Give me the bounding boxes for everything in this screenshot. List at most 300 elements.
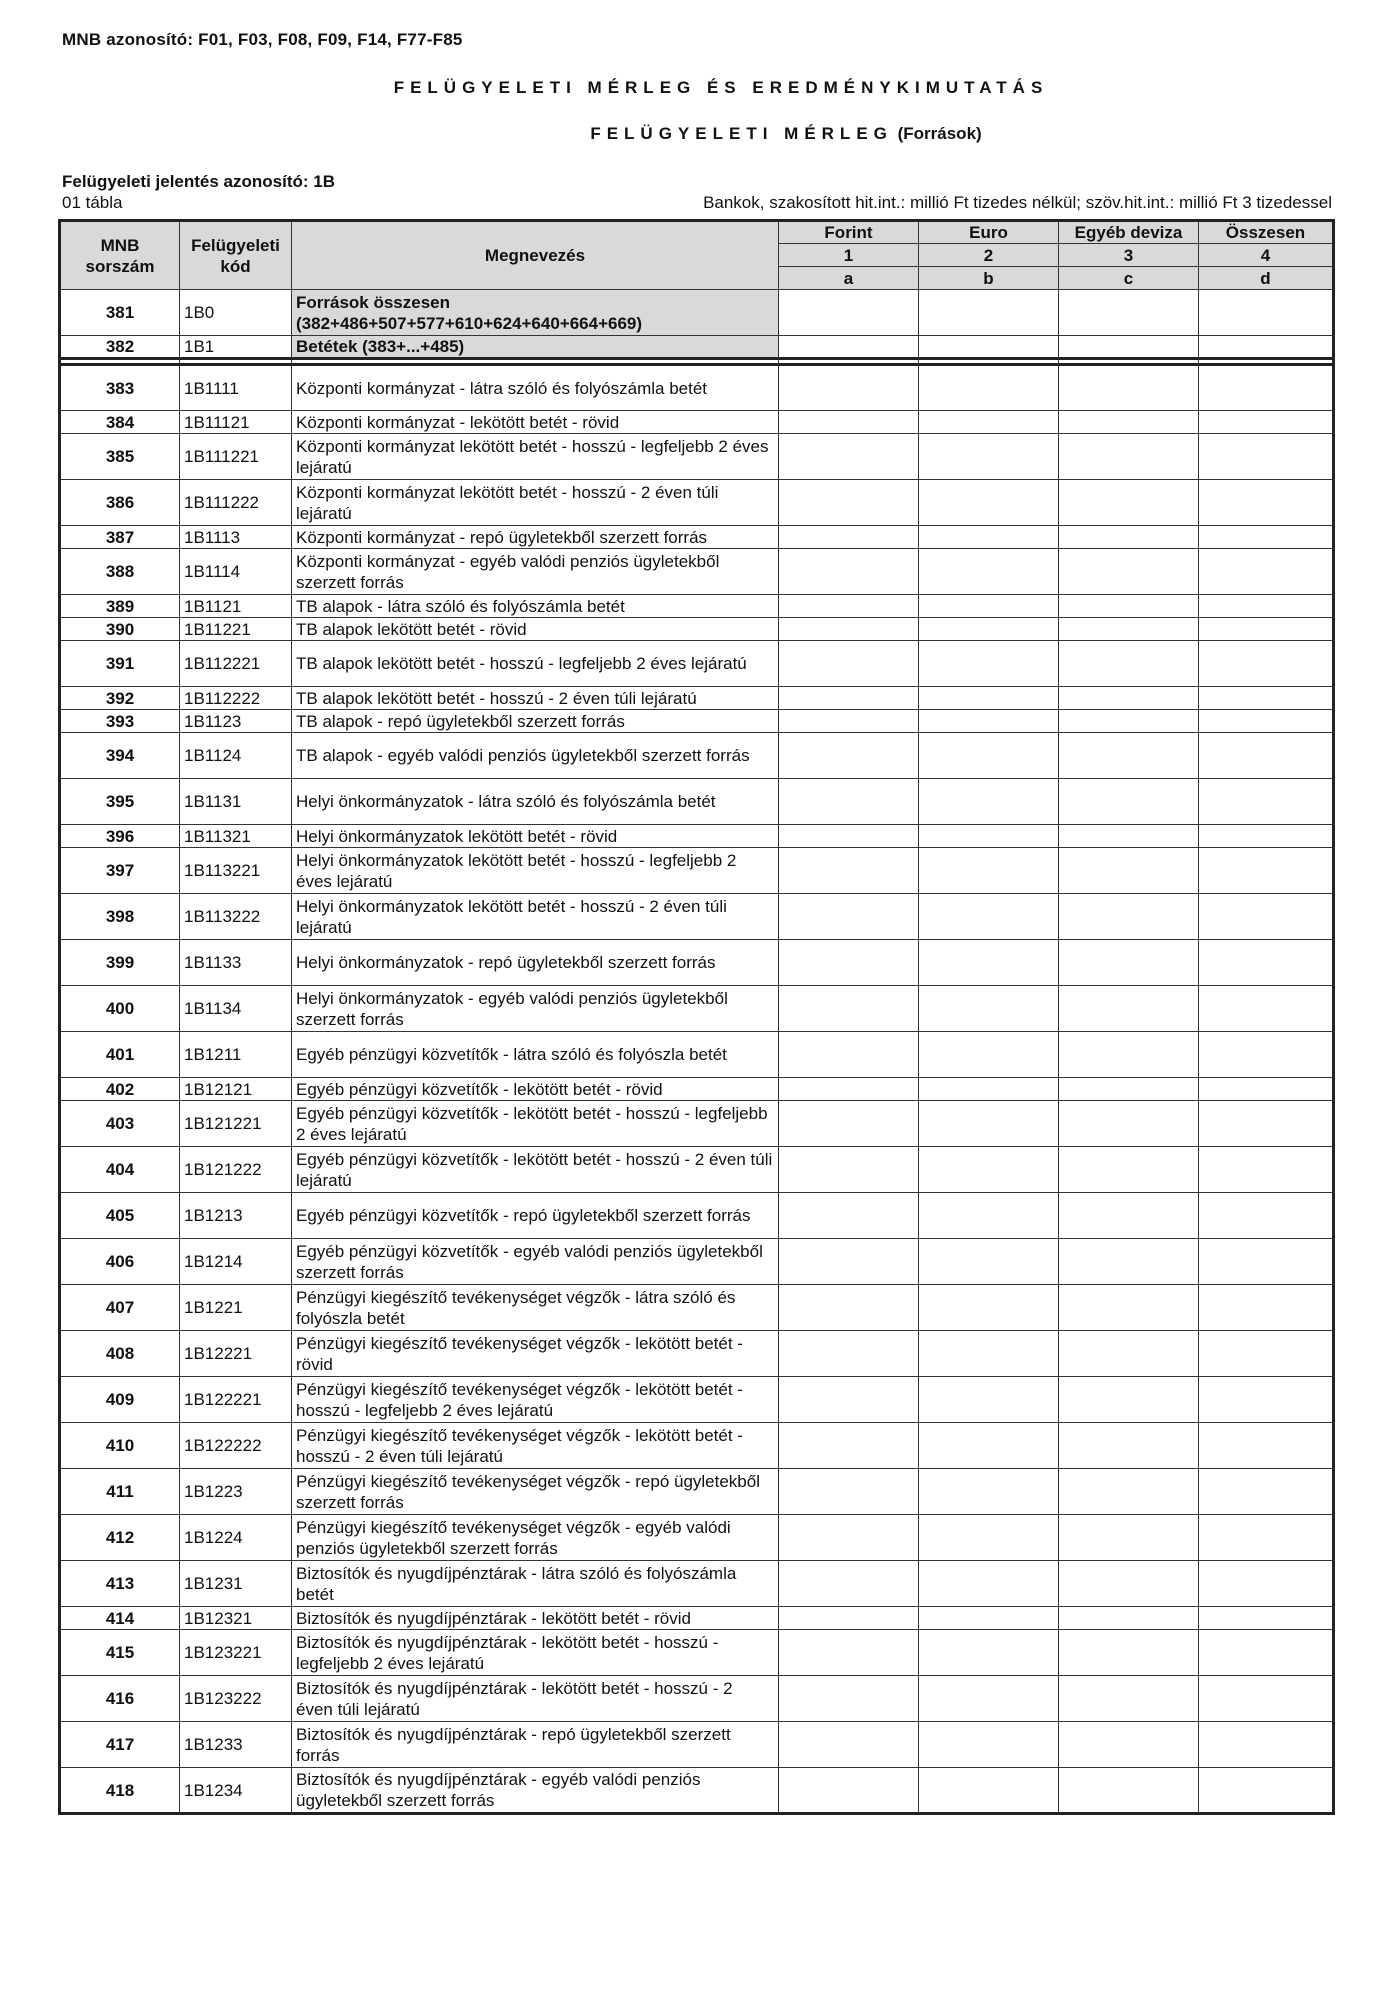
sub-title [0,124,1382,144]
value-cell-total[interactable] [1199,1078,1334,1101]
table-row [60,434,1334,480]
row-code: 1B1124 [180,733,292,779]
table-row [60,290,1334,336]
value-cell-total[interactable] [1199,526,1334,549]
sub-title-qualifier: (Források) [897,124,982,143]
row-description: Pénzügyi kiegészítő tevékenységet végzők - lekötött betét - hosszú - legfeljebb 2 éves lejáratú [292,1377,779,1423]
row-number: 410 [60,1423,180,1469]
value-cell-forint[interactable] [779,1032,919,1078]
row-description: Biztosítók és nyugdíjpénztárak - egyéb valódi penziós ügyletekből szerzett forrás [292,1768,779,1814]
value-cell-other-currency[interactable] [1059,779,1199,825]
table-row [60,480,1334,526]
table-row [60,1331,1334,1377]
balance-sheet-table [58,219,1335,1815]
value-cell-total[interactable] [1199,641,1334,687]
value-cell-forint[interactable] [779,1561,919,1607]
value-cell-euro[interactable] [919,365,1059,411]
row-number: 388 [60,549,180,595]
table-row [60,1515,1334,1561]
row-code: 1B121221 [180,1101,292,1147]
table-row [60,894,1334,940]
value-cell-euro[interactable] [919,526,1059,549]
value-cell-total[interactable] [1199,1147,1334,1193]
value-cell-other-currency[interactable] [1059,1515,1199,1561]
value-cell-other-currency[interactable] [1059,526,1199,549]
value-cell-forint[interactable] [779,1676,919,1722]
value-cell-euro[interactable] [919,1078,1059,1101]
row-description: Egyéb pénzügyi közvetítők - látra szóló és folyószla betét [292,1032,779,1078]
value-cell-total[interactable] [1199,290,1334,336]
table-row [60,641,1334,687]
value-cell-total[interactable] [1199,1561,1334,1607]
row-code: 1B1231 [180,1561,292,1607]
value-cell-total[interactable] [1199,1239,1334,1285]
row-number: 393 [60,710,180,733]
row-code: 1B1233 [180,1722,292,1768]
value-cell-forint[interactable] [779,1423,919,1469]
table-row [60,618,1334,641]
row-number: 402 [60,1078,180,1101]
value-cell-total[interactable] [1199,365,1334,411]
row-code: 1B1134 [180,986,292,1032]
col-letter-c: c [1059,267,1199,290]
col-header-code [180,221,292,290]
row-description: Pénzügyi kiegészítő tevékenységet végzők - látra szóló és folyószla betét [292,1285,779,1331]
table-row [60,779,1334,825]
table-row [60,1607,1334,1630]
value-cell-euro[interactable] [919,1331,1059,1377]
value-cell-total[interactable] [1199,733,1334,779]
value-cell-other-currency[interactable] [1059,1032,1199,1078]
row-description: Pénzügyi kiegészítő tevékenységet végzők - egyéb valódi penziós ügyletekből szerzett forrás [292,1515,779,1561]
value-cell-forint[interactable] [779,1630,919,1676]
row-code: 1B1123 [180,710,292,733]
row-number: 391 [60,641,180,687]
value-cell-euro[interactable] [919,1147,1059,1193]
row-description: Helyi önkormányzatok - látra szóló és folyószámla betét [292,779,779,825]
table-row [60,1101,1334,1147]
value-cell-forint[interactable] [779,848,919,894]
value-cell-total[interactable] [1199,434,1334,480]
row-description: Egyéb pénzügyi közvetítők - repó ügyletekből szerzett forrás [292,1193,779,1239]
value-cell-other-currency[interactable] [1059,1285,1199,1331]
col-header-mnb [60,221,180,290]
value-cell-other-currency[interactable] [1059,733,1199,779]
row-number: 397 [60,848,180,894]
value-cell-forint[interactable] [779,411,919,434]
value-cell-total[interactable] [1199,1768,1334,1814]
value-cell-forint[interactable] [779,526,919,549]
row-code: 1B122222 [180,1423,292,1469]
table-row [60,549,1334,595]
value-cell-forint[interactable] [779,434,919,480]
row-number: 411 [60,1469,180,1515]
value-cell-other-currency[interactable] [1059,1377,1199,1423]
value-cell-forint[interactable] [779,825,919,848]
units-note: Bankok, szakosított hit.int.: millió Ft tizedes nélkül; szöv.hit.int.: millió Ft 3 tizedessel [703,193,1332,212]
value-cell-other-currency[interactable] [1059,1722,1199,1768]
value-cell-total[interactable] [1199,710,1334,733]
value-cell-euro[interactable] [919,434,1059,480]
col-number-4: 4 [1199,244,1334,267]
value-cell-euro[interactable] [919,733,1059,779]
value-cell-other-currency[interactable] [1059,848,1199,894]
value-cell-other-currency[interactable] [1059,825,1199,848]
value-cell-total[interactable] [1199,411,1334,434]
row-number: 414 [60,1607,180,1630]
row-code: 1B11121 [180,411,292,434]
value-cell-other-currency[interactable] [1059,1193,1199,1239]
value-cell-other-currency[interactable] [1059,1469,1199,1515]
value-cell-other-currency[interactable] [1059,365,1199,411]
col-letter-b: b [919,267,1059,290]
value-cell-total[interactable] [1199,825,1334,848]
value-cell-forint[interactable] [779,1469,919,1515]
row-number: 384 [60,411,180,434]
row-number: 412 [60,1515,180,1561]
value-cell-total[interactable] [1199,1285,1334,1331]
value-cell-euro[interactable] [919,1193,1059,1239]
row-description: Központi kormányzat - látra szóló és folyószámla betét [292,365,779,411]
table-row [60,1078,1334,1101]
value-cell-other-currency[interactable] [1059,411,1199,434]
table-row [60,1193,1334,1239]
value-cell-forint[interactable] [779,779,919,825]
value-cell-forint[interactable] [779,940,919,986]
col-header-total: Összesen [1199,221,1334,244]
row-number: 392 [60,687,180,710]
col-header-euro: Euro [919,221,1059,244]
value-cell-euro[interactable] [919,825,1059,848]
value-cell-forint[interactable] [779,1331,919,1377]
value-cell-total[interactable] [1199,618,1334,641]
value-cell-forint[interactable] [779,336,919,359]
value-cell-forint[interactable] [779,986,919,1032]
row-description: Egyéb pénzügyi közvetítők - lekötött betét - hosszú - legfeljebb 2 éves lejáratú [292,1101,779,1147]
table-row [60,710,1334,733]
row-code: 1B113221 [180,848,292,894]
value-cell-other-currency[interactable] [1059,618,1199,641]
col-letter-d: d [1199,267,1334,290]
value-cell-euro[interactable] [919,894,1059,940]
value-cell-euro[interactable] [919,480,1059,526]
row-code: 1B1214 [180,1239,292,1285]
value-cell-euro[interactable] [919,290,1059,336]
value-cell-other-currency[interactable] [1059,434,1199,480]
row-number: 406 [60,1239,180,1285]
value-cell-other-currency[interactable] [1059,290,1199,336]
row-description: Helyi önkormányzatok lekötött betét - hosszú - legfeljebb 2 éves lejáratú [292,848,779,894]
value-cell-euro[interactable] [919,1377,1059,1423]
value-cell-total[interactable] [1199,336,1334,359]
value-cell-forint[interactable] [779,1722,919,1768]
mnb-identifier: MNB azonosító: F01, F03, F08, F09, F14, F77-F85 [62,30,463,49]
table-row [60,1630,1334,1676]
row-code: 1B1131 [180,779,292,825]
value-cell-euro[interactable] [919,549,1059,595]
value-cell-other-currency[interactable] [1059,595,1199,618]
value-cell-total[interactable] [1199,986,1334,1032]
table-label: 01 tábla [62,193,123,212]
value-cell-forint[interactable] [779,1285,919,1331]
row-description: Biztosítók és nyugdíjpénztárak - lekötött betét - rövid [292,1607,779,1630]
col-number-3: 3 [1059,244,1199,267]
row-number: 403 [60,1101,180,1147]
value-cell-forint[interactable] [779,1768,919,1814]
table-row [60,1722,1334,1768]
value-cell-forint[interactable] [779,733,919,779]
table-row [60,1285,1334,1331]
value-cell-euro[interactable] [919,1630,1059,1676]
value-cell-total[interactable] [1199,1101,1334,1147]
row-description: Biztosítók és nyugdíjpénztárak - látra szóló és folyószámla betét [292,1561,779,1607]
row-number: 418 [60,1768,180,1814]
value-cell-forint[interactable] [779,290,919,336]
row-number: 387 [60,526,180,549]
row-code: 1B112222 [180,687,292,710]
row-description: Helyi önkormányzatok lekötött betét - rövid [292,825,779,848]
row-description: Biztosítók és nyugdíjpénztárak - lekötött betét - hosszú - legfeljebb 2 éves lejáratú [292,1630,779,1676]
value-cell-euro[interactable] [919,710,1059,733]
row-description: TB alapok - látra szóló és folyószámla betét [292,595,779,618]
value-cell-euro[interactable] [919,411,1059,434]
value-cell-euro[interactable] [919,1607,1059,1630]
value-cell-total[interactable] [1199,1331,1334,1377]
value-cell-forint[interactable] [779,641,919,687]
table-row [60,526,1334,549]
value-cell-forint[interactable] [779,1377,919,1423]
col-header-mnb-line1: MNB [100,235,140,255]
row-number: 405 [60,1193,180,1239]
value-cell-forint[interactable] [779,710,919,733]
row-code: 1B1133 [180,940,292,986]
value-cell-euro[interactable] [919,986,1059,1032]
value-cell-total[interactable] [1199,1676,1334,1722]
value-cell-other-currency[interactable] [1059,710,1199,733]
row-code: 1B111222 [180,480,292,526]
row-number: 399 [60,940,180,986]
row-code: 1B113222 [180,894,292,940]
table-row [60,733,1334,779]
row-number: 417 [60,1722,180,1768]
value-cell-total[interactable] [1199,1377,1334,1423]
value-cell-other-currency[interactable] [1059,1078,1199,1101]
value-cell-other-currency[interactable] [1059,687,1199,710]
value-cell-total[interactable] [1199,940,1334,986]
row-description: Pénzügyi kiegészítő tevékenységet végzők - repó ügyletekből szerzett forrás [292,1469,779,1515]
value-cell-forint[interactable] [779,549,919,595]
value-cell-other-currency[interactable] [1059,641,1199,687]
row-code: 1B122221 [180,1377,292,1423]
value-cell-euro[interactable] [919,618,1059,641]
row-description: Pénzügyi kiegészítő tevékenységet végzők - lekötött betét - rövid [292,1331,779,1377]
value-cell-total[interactable] [1199,1722,1334,1768]
table-row [60,1147,1334,1193]
value-cell-forint[interactable] [779,1078,919,1101]
row-number: 385 [60,434,180,480]
value-cell-other-currency[interactable] [1059,1239,1199,1285]
row-number: 390 [60,618,180,641]
row-number: 382 [60,336,180,359]
row-code: 1B1 [180,336,292,359]
row-number: 401 [60,1032,180,1078]
row-description: Központi kormányzat lekötött betét - hosszú - legfeljebb 2 éves lejáratú [292,434,779,480]
value-cell-other-currency[interactable] [1059,986,1199,1032]
value-cell-other-currency[interactable] [1059,1423,1199,1469]
col-number-1: 1 [779,244,919,267]
row-description: Helyi önkormányzatok - egyéb valódi penziós ügyletekből szerzett forrás [292,986,779,1032]
value-cell-total[interactable] [1199,1193,1334,1239]
table-row [60,940,1334,986]
value-cell-total[interactable] [1199,1607,1334,1630]
value-cell-euro[interactable] [919,1239,1059,1285]
value-cell-euro[interactable] [919,1768,1059,1814]
value-cell-other-currency[interactable] [1059,1147,1199,1193]
row-number: 386 [60,480,180,526]
value-cell-euro[interactable] [919,848,1059,894]
col-header-name: Megnevezés [292,221,779,290]
value-cell-euro[interactable] [919,1101,1059,1147]
row-code: 1B1211 [180,1032,292,1078]
value-cell-other-currency[interactable] [1059,336,1199,359]
row-code: 1B1234 [180,1768,292,1814]
row-code: 1B1113 [180,526,292,549]
row-code: 1B1114 [180,549,292,595]
value-cell-total[interactable] [1199,549,1334,595]
value-cell-forint[interactable] [779,894,919,940]
row-description: Helyi önkormányzatok - repó ügyletekből szerzett forrás [292,940,779,986]
report-identifier: Felügyeleti jelentés azonosító: 1B [62,172,336,191]
table-row [60,848,1334,894]
row-code: 1B1111 [180,365,292,411]
row-code: 1B11221 [180,618,292,641]
row-description: Központi kormányzat - egyéb valódi penziós ügyletekből szerzett forrás [292,549,779,595]
row-description: Betétek (383+...+485) [292,336,779,359]
col-header-other-currency: Egyéb deviza [1059,221,1199,244]
value-cell-forint[interactable] [779,618,919,641]
row-number: 408 [60,1331,180,1377]
value-cell-forint[interactable] [779,1607,919,1630]
value-cell-euro[interactable] [919,1032,1059,1078]
value-cell-euro[interactable] [919,641,1059,687]
value-cell-other-currency[interactable] [1059,1768,1199,1814]
row-code: 1B1224 [180,1515,292,1561]
value-cell-forint[interactable] [779,1147,919,1193]
value-cell-total[interactable] [1199,480,1334,526]
value-cell-forint[interactable] [779,1193,919,1239]
value-cell-total[interactable] [1199,595,1334,618]
value-cell-euro[interactable] [919,1469,1059,1515]
value-cell-forint[interactable] [779,480,919,526]
value-cell-total[interactable] [1199,1469,1334,1515]
value-cell-total[interactable] [1199,894,1334,940]
table-row [60,336,1334,359]
row-code: 1B11321 [180,825,292,848]
row-code: 1B121222 [180,1147,292,1193]
value-cell-total[interactable] [1199,1423,1334,1469]
value-cell-euro[interactable] [919,1423,1059,1469]
row-number: 395 [60,779,180,825]
table-row [60,365,1334,411]
value-cell-other-currency[interactable] [1059,549,1199,595]
value-cell-euro[interactable] [919,779,1059,825]
value-cell-other-currency[interactable] [1059,1630,1199,1676]
value-cell-euro[interactable] [919,595,1059,618]
row-description: Egyéb pénzügyi közvetítők - lekötött betét - rövid [292,1078,779,1101]
row-code: 1B112221 [180,641,292,687]
row-description: Források összesen (382+486+507+577+610+624+640+664+669) [292,290,779,336]
row-number: 396 [60,825,180,848]
table-row [60,411,1334,434]
row-description: Pénzügyi kiegészítő tevékenységet végzők - lekötött betét - hosszú - 2 éven túli lejáratú [292,1423,779,1469]
value-cell-total[interactable] [1199,848,1334,894]
row-number: 383 [60,365,180,411]
value-cell-forint[interactable] [779,595,919,618]
value-cell-forint[interactable] [779,365,919,411]
row-description: Központi kormányzat - lekötött betét - rövid [292,411,779,434]
row-number: 415 [60,1630,180,1676]
value-cell-euro[interactable] [919,336,1059,359]
row-description: TB alapok lekötött betét - rövid [292,618,779,641]
value-cell-other-currency[interactable] [1059,1607,1199,1630]
value-cell-total[interactable] [1199,1032,1334,1078]
value-cell-euro[interactable] [919,1676,1059,1722]
value-cell-euro[interactable] [919,1561,1059,1607]
row-description: Egyéb pénzügyi közvetítők - egyéb valódi penziós ügyletekből szerzett forrás [292,1239,779,1285]
col-header-code-line1: Felügyeleti [191,235,280,255]
value-cell-forint[interactable] [779,1515,919,1561]
value-cell-euro[interactable] [919,1285,1059,1331]
value-cell-other-currency[interactable] [1059,894,1199,940]
header-row-1 [60,221,1334,244]
table-row [60,1239,1334,1285]
value-cell-total[interactable] [1199,687,1334,710]
table-row [60,1676,1334,1722]
value-cell-other-currency[interactable] [1059,1101,1199,1147]
value-cell-other-currency[interactable] [1059,1561,1199,1607]
row-description: TB alapok lekötött betét - hosszú - legfeljebb 2 éves lejáratú [292,641,779,687]
value-cell-total[interactable] [1199,779,1334,825]
row-description: Biztosítók és nyugdíjpénztárak - lekötött betét - hosszú - 2 éven túli lejáratú [292,1676,779,1722]
value-cell-forint[interactable] [779,1239,919,1285]
value-cell-other-currency[interactable] [1059,480,1199,526]
value-cell-forint[interactable] [779,687,919,710]
value-cell-other-currency[interactable] [1059,1331,1199,1377]
row-code: 1B123221 [180,1630,292,1676]
table-row [60,1423,1334,1469]
value-cell-total[interactable] [1199,1515,1334,1561]
value-cell-forint[interactable] [779,1101,919,1147]
row-code: 1B1213 [180,1193,292,1239]
value-cell-other-currency[interactable] [1059,1676,1199,1722]
value-cell-other-currency[interactable] [1059,940,1199,986]
main-title: FELÜGYELETI MÉRLEG ÉS EREDMÉNYKIMUTATÁS [393,78,1049,97]
value-cell-euro[interactable] [919,1722,1059,1768]
row-description: Központi kormányzat - repó ügyletekből szerzett forrás [292,526,779,549]
table-row [60,1768,1334,1814]
table-row [60,986,1334,1032]
table-row [60,1561,1334,1607]
row-description: Központi kormányzat lekötött betét - hosszú - 2 éven túli lejáratú [292,480,779,526]
row-number: 409 [60,1377,180,1423]
row-code: 1B1221 [180,1285,292,1331]
value-cell-total[interactable] [1199,1630,1334,1676]
value-cell-euro[interactable] [919,940,1059,986]
value-cell-euro[interactable] [919,687,1059,710]
value-cell-euro[interactable] [919,1515,1059,1561]
row-code: 1B1223 [180,1469,292,1515]
row-description: Helyi önkormányzatok lekötött betét - hosszú - 2 éven túli lejáratú [292,894,779,940]
